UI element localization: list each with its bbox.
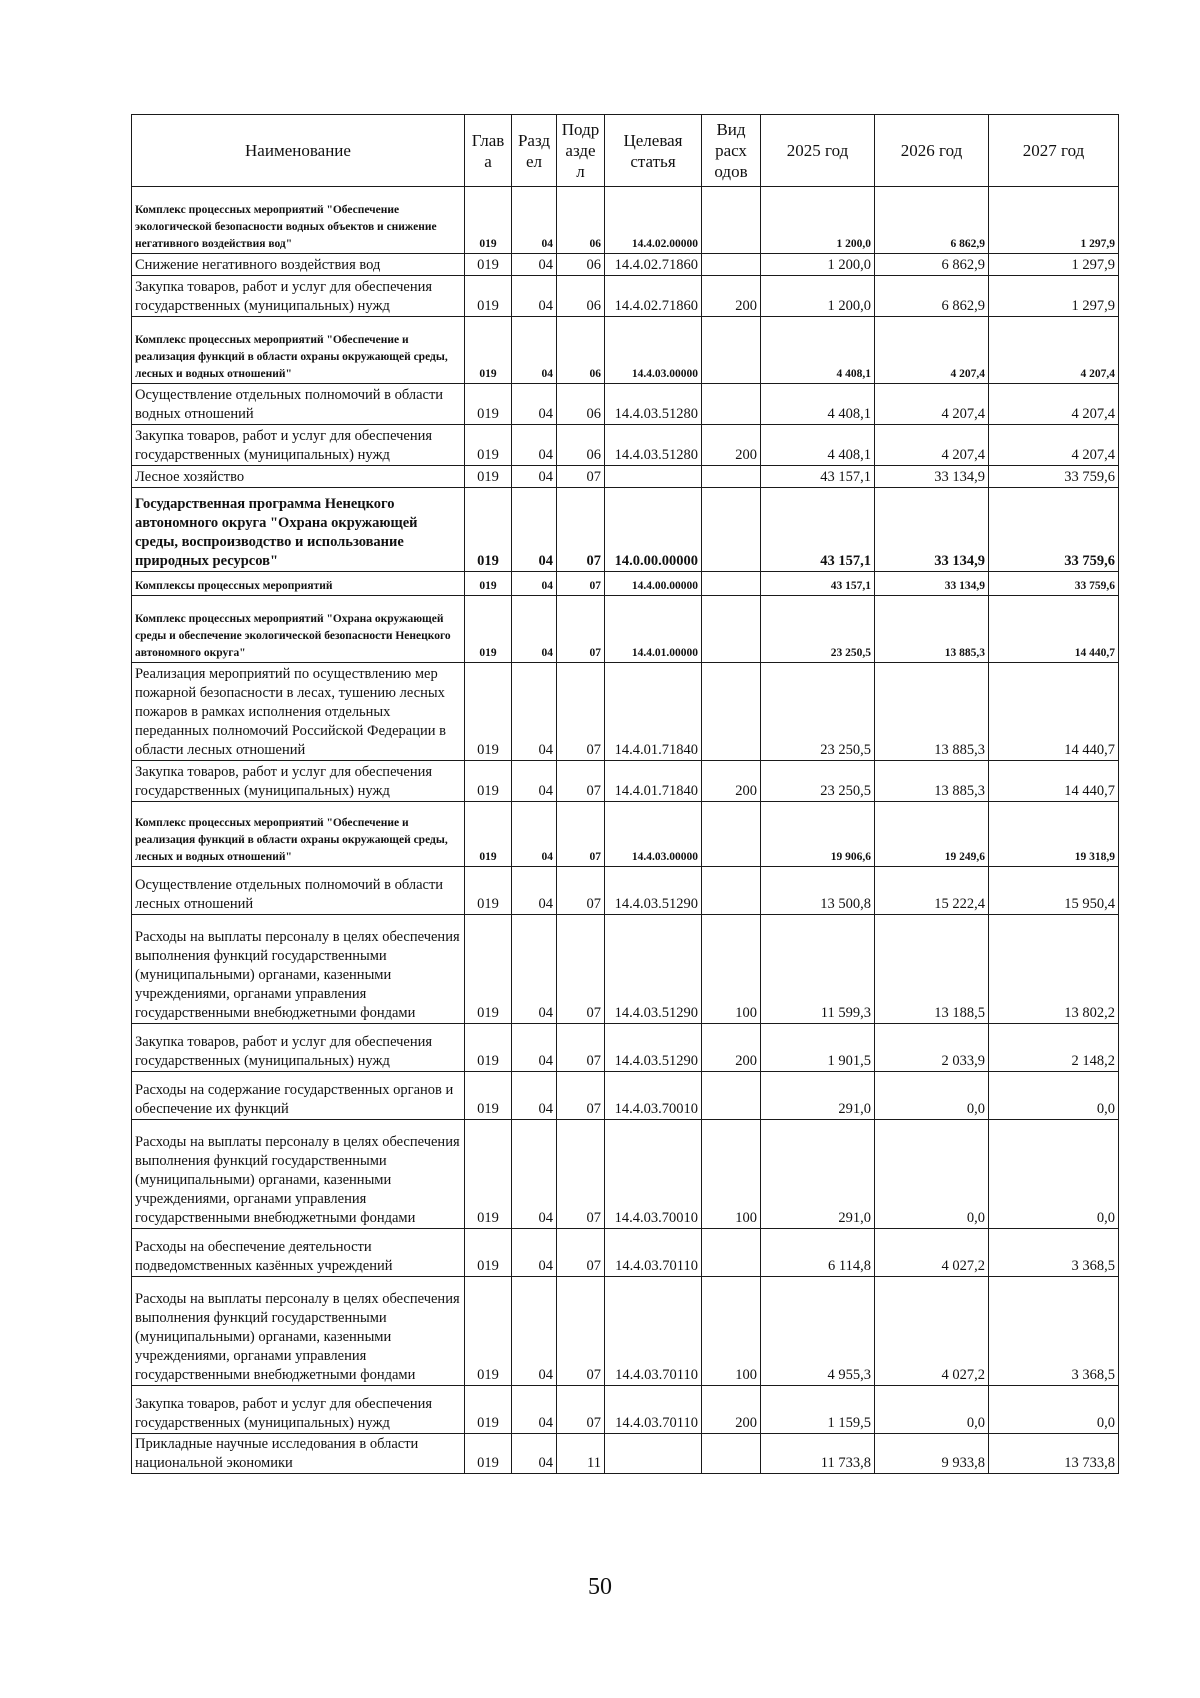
cell-y2025: 291,0 [761,1072,875,1120]
cell-glava: 019 [465,761,512,802]
cell-y2027: 14 440,7 [989,761,1119,802]
table-row [132,1386,1119,1434]
cell-y2027: 4 207,4 [989,384,1119,425]
cell-podrazdel: 07 [557,1120,605,1229]
cell-target: 14.4.00.00000 [605,572,702,596]
cell-podrazdel: 07 [557,1277,605,1386]
cell-podrazdel: 07 [557,1386,605,1434]
cell-podrazdel: 06 [557,254,605,276]
cell-razdel: 04 [512,915,557,1024]
cell-razdel: 04 [512,596,557,663]
cell-target: 14.4.03.70010 [605,1072,702,1120]
cell-y2025: 1 159,5 [761,1386,875,1434]
cell-y2025: 4 408,1 [761,425,875,466]
cell-vid [702,596,761,663]
table-row [132,1024,1119,1072]
cell-y2027: 33 759,6 [989,466,1119,488]
table-row [132,1277,1119,1386]
cell-podrazdel: 06 [557,187,605,254]
cell-vid [702,187,761,254]
cell-glava: 019 [465,384,512,425]
cell-name: Закупка товаров, работ и услуг для обеспечения государственных (муниципальных) нужд [132,761,465,802]
header-2027: 2027 год [989,115,1119,187]
header-glava: Глав а [465,115,512,187]
cell-podrazdel: 07 [557,488,605,572]
cell-y2025: 1 901,5 [761,1024,875,1072]
cell-y2025: 23 250,5 [761,596,875,663]
cell-razdel: 04 [512,663,557,761]
cell-razdel: 04 [512,187,557,254]
cell-razdel: 04 [512,488,557,572]
cell-target: 14.4.03.51290 [605,915,702,1024]
table-row [132,1120,1119,1229]
cell-name: Осуществление отдельных полномочий в области водных отношений [132,384,465,425]
header-2026: 2026 год [875,115,989,187]
cell-glava: 019 [465,317,512,384]
cell-y2025: 43 157,1 [761,572,875,596]
cell-y2025: 291,0 [761,1120,875,1229]
header-vid: Вид расх одов [702,115,761,187]
cell-podrazdel: 06 [557,317,605,384]
cell-y2025: 43 157,1 [761,488,875,572]
table-row [132,276,1119,317]
cell-y2027: 3 368,5 [989,1277,1119,1386]
cell-y2025: 1 200,0 [761,276,875,317]
cell-y2027: 1 297,9 [989,187,1119,254]
cell-vid: 200 [702,1024,761,1072]
cell-razdel: 04 [512,1072,557,1120]
cell-razdel: 04 [512,384,557,425]
cell-y2026: 4 027,2 [875,1229,989,1277]
header-2025: 2025 год [761,115,875,187]
cell-y2025: 1 200,0 [761,187,875,254]
cell-y2026: 4 027,2 [875,1277,989,1386]
cell-name: Расходы на выплаты персоналу в целях обеспечения выполнения функций государственными (муниципальными) органами, казенными учреждениями, органами управления государственными внебюджетными фондами [132,915,465,1024]
cell-name: Расходы на выплаты персоналу в целях обеспечения выполнения функций государственными (муниципальными) органами, казенными учреждениями, органами управления государственными внебюджетными фондами [132,1277,465,1386]
cell-y2027: 15 950,4 [989,867,1119,915]
cell-target: 14.4.03.70110 [605,1277,702,1386]
cell-podrazdel: 07 [557,1024,605,1072]
cell-y2027: 13 802,2 [989,915,1119,1024]
cell-razdel: 04 [512,1434,557,1474]
cell-glava: 019 [465,1072,512,1120]
cell-target: 14.4.02.71860 [605,276,702,317]
cell-y2026: 6 862,9 [875,254,989,276]
cell-name: Расходы на содержание государственных органов и обеспечение их функций [132,1072,465,1120]
cell-target: 14.4.02.00000 [605,187,702,254]
cell-vid [702,1434,761,1474]
cell-glava: 019 [465,1024,512,1072]
cell-y2026: 19 249,6 [875,802,989,867]
cell-podrazdel: 06 [557,425,605,466]
cell-y2027: 0,0 [989,1072,1119,1120]
header-podrazdel: Подр азде л [557,115,605,187]
cell-podrazdel: 06 [557,384,605,425]
cell-y2026: 13 885,3 [875,663,989,761]
cell-glava: 019 [465,802,512,867]
cell-y2025: 4 408,1 [761,384,875,425]
cell-glava: 019 [465,915,512,1024]
cell-target: 14.4.03.70110 [605,1386,702,1434]
cell-target: 14.4.01.00000 [605,596,702,663]
cell-podrazdel: 07 [557,1072,605,1120]
cell-y2025: 6 114,8 [761,1229,875,1277]
cell-glava: 019 [465,572,512,596]
cell-podrazdel: 07 [557,596,605,663]
cell-y2027: 0,0 [989,1120,1119,1229]
cell-name: Закупка товаров, работ и услуг для обеспечения государственных (муниципальных) нужд [132,1024,465,1072]
cell-podrazdel: 11 [557,1434,605,1474]
cell-y2025: 11 733,8 [761,1434,875,1474]
table-row [132,572,1119,596]
cell-name: Снижение негативного воздействия вод [132,254,465,276]
header-row [132,115,1119,187]
cell-vid: 200 [702,1386,761,1434]
table-row [132,488,1119,572]
cell-glava: 019 [465,187,512,254]
cell-glava: 019 [465,596,512,663]
cell-razdel: 04 [512,802,557,867]
cell-y2025: 23 250,5 [761,761,875,802]
cell-name: Осуществление отдельных полномочий в области лесных отношений [132,867,465,915]
cell-y2027: 19 318,9 [989,802,1119,867]
cell-vid [702,1072,761,1120]
cell-glava: 019 [465,276,512,317]
cell-glava: 019 [465,1434,512,1474]
cell-y2026: 33 134,9 [875,572,989,596]
cell-target: 14.4.03.00000 [605,802,702,867]
cell-y2026: 13 188,5 [875,915,989,1024]
cell-vid: 100 [702,915,761,1024]
cell-y2026: 2 033,9 [875,1024,989,1072]
cell-vid [702,572,761,596]
cell-vid [702,867,761,915]
cell-y2026: 0,0 [875,1072,989,1120]
cell-name: Закупка товаров, работ и услуг для обеспечения государственных (муниципальных) нужд [132,276,465,317]
table-row [132,187,1119,254]
cell-y2025: 23 250,5 [761,663,875,761]
cell-y2027: 2 148,2 [989,1024,1119,1072]
cell-podrazdel: 07 [557,663,605,761]
cell-razdel: 04 [512,1277,557,1386]
cell-razdel: 04 [512,425,557,466]
cell-y2025: 13 500,8 [761,867,875,915]
cell-podrazdel: 07 [557,572,605,596]
cell-razdel: 04 [512,867,557,915]
table-row [132,802,1119,867]
cell-name: Комплекс процессных мероприятий "Обеспечение экологической безопасности водных объектов и снижение негативного воздействия вод" [132,187,465,254]
cell-name: Комплексы процессных мероприятий [132,572,465,596]
cell-y2026: 6 862,9 [875,187,989,254]
cell-glava: 019 [465,1277,512,1386]
cell-glava: 019 [465,663,512,761]
cell-y2027: 3 368,5 [989,1229,1119,1277]
cell-razdel: 04 [512,1024,557,1072]
cell-vid: 200 [702,276,761,317]
cell-name: Комплекс процессных мероприятий "Охрана окружающей среды и обеспечение экологической безопасности Ненецкого автономного округа" [132,596,465,663]
cell-glava: 019 [465,1386,512,1434]
cell-y2026: 13 885,3 [875,761,989,802]
cell-y2027: 14 440,7 [989,596,1119,663]
table-row [132,317,1119,384]
cell-y2026: 4 207,4 [875,384,989,425]
cell-y2027: 4 207,4 [989,317,1119,384]
cell-name: Государственная программа Ненецкого автономного округа "Охрана окружающей среды, воспроизводство и использование природных ресурсов" [132,488,465,572]
cell-vid [702,802,761,867]
cell-target: 14.4.03.51290 [605,1024,702,1072]
cell-razdel: 04 [512,276,557,317]
cell-vid: 100 [702,1120,761,1229]
cell-name: Расходы на выплаты персоналу в целях обеспечения выполнения функций государственными (муниципальными) органами, казенными учреждениями, органами управления государственными внебюджетными фондами [132,1120,465,1229]
cell-target: 14.4.01.71840 [605,663,702,761]
cell-glava: 019 [465,425,512,466]
cell-target: 14.4.03.70110 [605,1229,702,1277]
cell-target: 14.4.03.51280 [605,425,702,466]
cell-y2027: 13 733,8 [989,1434,1119,1474]
budget-table [131,114,1119,1474]
cell-y2025: 1 200,0 [761,254,875,276]
table-row [132,1434,1119,1474]
cell-target: 14.4.03.51280 [605,384,702,425]
table-row [132,1072,1119,1120]
cell-razdel: 04 [512,466,557,488]
table-row [132,596,1119,663]
cell-y2026: 4 207,4 [875,425,989,466]
cell-podrazdel: 07 [557,915,605,1024]
cell-y2026: 0,0 [875,1120,989,1229]
cell-vid [702,317,761,384]
cell-target: 14.4.03.51290 [605,867,702,915]
cell-y2027: 1 297,9 [989,254,1119,276]
cell-y2026: 15 222,4 [875,867,989,915]
cell-vid: 200 [702,425,761,466]
cell-y2026: 0,0 [875,1386,989,1434]
cell-glava: 019 [465,867,512,915]
cell-name: Закупка товаров, работ и услуг для обеспечения государственных (муниципальных) нужд [132,425,465,466]
table-row [132,867,1119,915]
table-row [132,466,1119,488]
cell-target: 14.4.03.00000 [605,317,702,384]
cell-podrazdel: 07 [557,1229,605,1277]
cell-glava: 019 [465,488,512,572]
cell-glava: 019 [465,1229,512,1277]
table-row [132,663,1119,761]
cell-name: Расходы на обеспечение деятельности подведомственных казённых учреждений [132,1229,465,1277]
cell-vid [702,1229,761,1277]
cell-vid [702,384,761,425]
cell-y2025: 4 955,3 [761,1277,875,1386]
cell-name: Закупка товаров, работ и услуг для обеспечения государственных (муниципальных) нужд [132,1386,465,1434]
cell-podrazdel: 07 [557,867,605,915]
header-name: Наименование [132,115,465,187]
cell-vid: 200 [702,761,761,802]
cell-glava: 019 [465,1120,512,1229]
cell-name: Комплекс процессных мероприятий "Обеспечение и реализация функций в области охраны окружающей среды, лесных и водных отношений" [132,317,465,384]
table-row [132,425,1119,466]
cell-target [605,1434,702,1474]
cell-vid [702,663,761,761]
cell-podrazdel: 07 [557,466,605,488]
cell-target: 14.4.02.71860 [605,254,702,276]
cell-y2027: 33 759,6 [989,488,1119,572]
cell-vid [702,488,761,572]
cell-razdel: 04 [512,1386,557,1434]
cell-razdel: 04 [512,254,557,276]
table-row [132,915,1119,1024]
cell-razdel: 04 [512,572,557,596]
cell-y2027: 14 440,7 [989,663,1119,761]
table-row [132,384,1119,425]
cell-glava: 019 [465,254,512,276]
cell-y2026: 33 134,9 [875,488,989,572]
cell-y2026: 9 933,8 [875,1434,989,1474]
cell-y2026: 4 207,4 [875,317,989,384]
cell-y2026: 6 862,9 [875,276,989,317]
cell-target [605,466,702,488]
cell-podrazdel: 06 [557,276,605,317]
cell-vid [702,466,761,488]
cell-podrazdel: 07 [557,802,605,867]
cell-razdel: 04 [512,1229,557,1277]
cell-vid: 100 [702,1277,761,1386]
table-row [132,1229,1119,1277]
table-row [132,761,1119,802]
cell-y2025: 19 906,6 [761,802,875,867]
cell-razdel: 04 [512,761,557,802]
cell-y2027: 4 207,4 [989,425,1119,466]
cell-y2026: 33 134,9 [875,466,989,488]
header-target: Целевая статья [605,115,702,187]
cell-vid [702,254,761,276]
cell-name: Прикладные научные исследования в области национальной экономики [132,1434,465,1474]
cell-target: 14.0.00.00000 [605,488,702,572]
cell-glava: 019 [465,466,512,488]
cell-target: 14.4.03.70010 [605,1120,702,1229]
table-row [132,254,1119,276]
cell-y2027: 33 759,6 [989,572,1119,596]
cell-target: 14.4.01.71840 [605,761,702,802]
cell-podrazdel: 07 [557,761,605,802]
cell-y2027: 0,0 [989,1386,1119,1434]
cell-name: Комплекс процессных мероприятий "Обеспечение и реализация функций в области охраны окружающей среды, лесных и водных отношений" [132,802,465,867]
cell-y2025: 43 157,1 [761,466,875,488]
cell-y2025: 11 599,3 [761,915,875,1024]
cell-razdel: 04 [512,1120,557,1229]
cell-name: Реализация мероприятий по осуществлению мер пожарной безопасности в лесах, тушению лесных пожаров в рамках исполнения отдельных переданных полномочий Российской Федерации в области лесных отношений [132,663,465,761]
cell-y2025: 4 408,1 [761,317,875,384]
header-razdel: Разд ел [512,115,557,187]
cell-y2027: 1 297,9 [989,276,1119,317]
cell-razdel: 04 [512,317,557,384]
cell-y2026: 13 885,3 [875,596,989,663]
page-number: 50 [588,1574,612,1600]
cell-name: Лесное хозяйство [132,466,465,488]
